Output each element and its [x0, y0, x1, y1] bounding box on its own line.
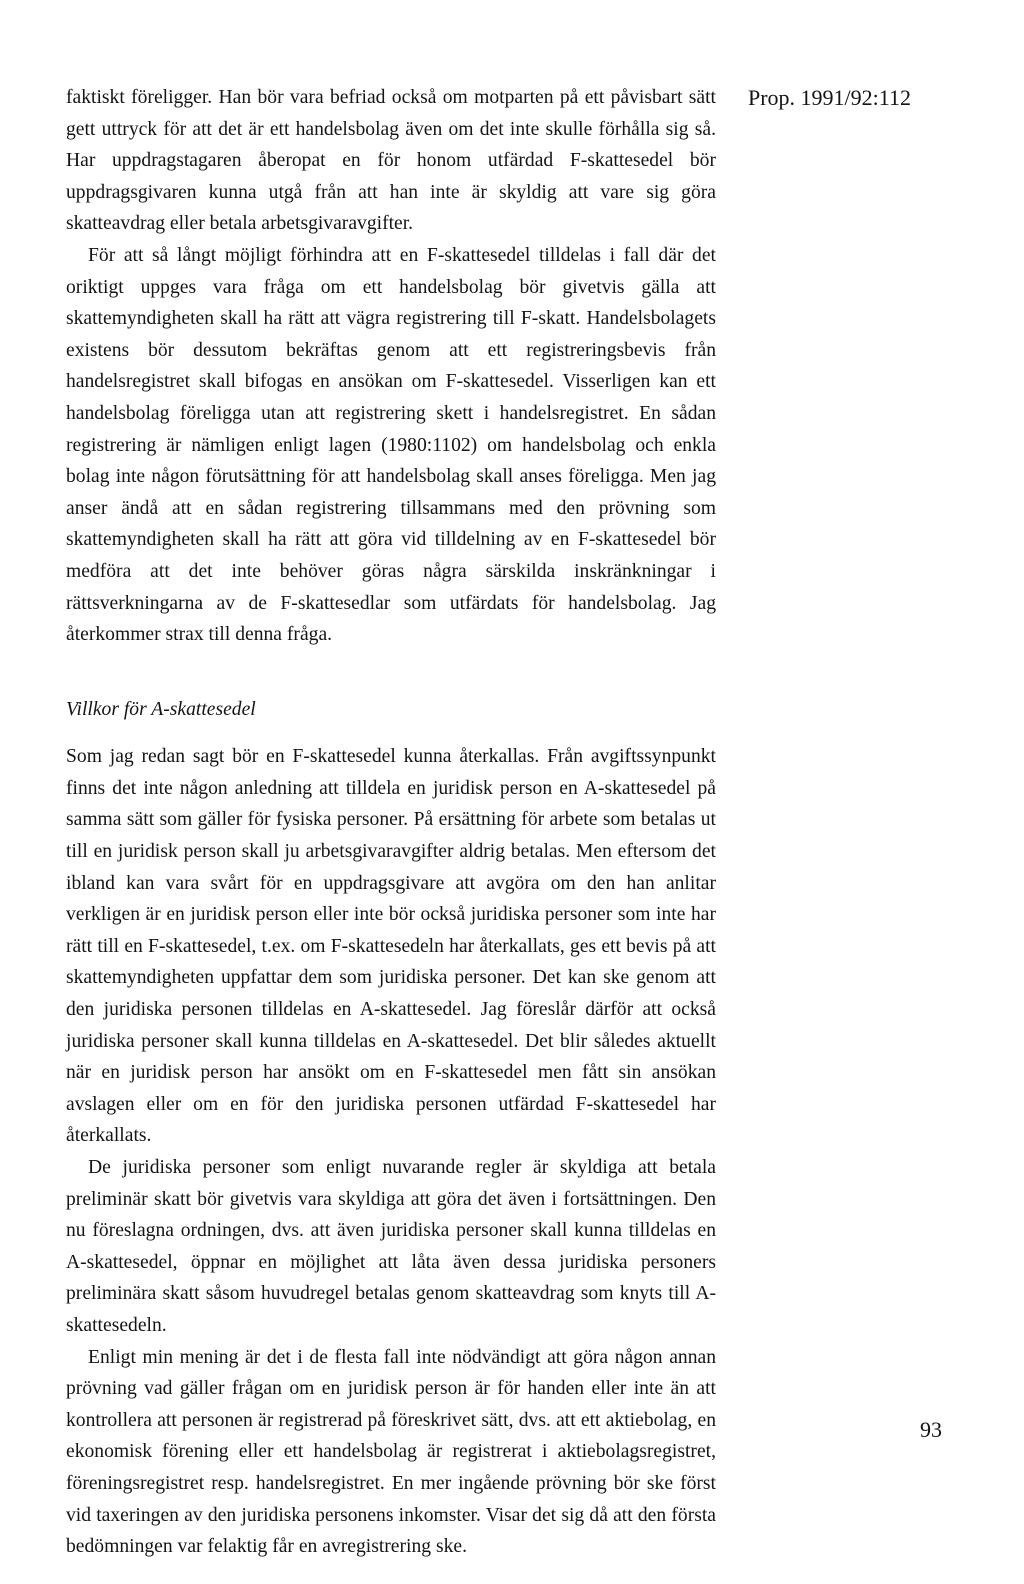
proposition-reference: Prop. 1991/92:112: [748, 85, 911, 110]
main-text-column: [66, 82, 716, 1563]
body-paragraph: Enligt min mening är det i de flesta fall inte nödvändigt att göra någon annan prövning vad gäller frågan om en juridisk person är för handen eller inte än att kontrollera att personen är registrerad på föreskrivet sätt, dvs. att ett aktiebolag, en ekonomisk förening eller ett handelsbolag är registrerat i aktiebolagsregistret, föreningsregistret resp. handelsregistret. En mer ingående prövning bör ske först vid taxeringen av den juridiska personens inkomster. Visar det sig då att den första bedömningen var felaktig får en avregistrering ske.: [66, 1346, 716, 1558]
body-paragraph: De juridiska personer som enligt nuvarande regler är skyldiga att betala preliminär skatt bör givetvis vara skyldiga att göra det även i fortsättningen. Den nu föreslagna ordningen, dvs. att även juridiska personer skall kunna tilldelas en A-skattesedel, öppnar en möjlighet att låta även dessa juridiska personers preliminära skatt såsom huvudregel betalas genom skatteavdrag som knyts till A-skattesedeln.: [66, 1157, 716, 1336]
body-paragraph: För att så långt möjligt förhindra att en F-skattesedel tilldelas i fall där det oriktigt uppges vara fråga om ett handelsbolag bör givetvis gälla att skattemyndigheten skall ha rätt att vägra registrering till F-skatt. Handelsbolagets existens bör dessutom bekräftas genom att ett registreringsbevis från handelsregistret skall bifogas en ansökan om F-skattesedel. Visserligen kan ett handelsbolag föreligga utan att registrering skett i handelsregistret. En sådan registrering är nämligen enligt lagen (1980:1102) om handelsbolag och enkla bolag inte någon förutsättning för att handelsbolag skall anses föreligga. Men jag anser ändå att en sådan registrering tillsammans med den prövning som skattemyndigheten skall ha rätt att göra vid tilldelning av en F-skattesedel bör medföra att det inte behöver göras några särskilda inskränkningar i rättsverkningarna av de F-skattesedlar som utfärdats för handelsbolag. Jag återkommer strax till denna fråga.: [66, 244, 716, 646]
body-paragraph: Som jag redan sagt bör en F-skattesedel kunna återkallas. Från avgiftssynpunkt finns det inte någon anledning att tilldela en juridisk person en A-skattesedel på samma sätt som gäller för fysiska personer. På ersättning för arbete som betalas ut till en juridisk person skall ju arbetsgivaravgifter aldrig betalas. Men eftersom det ibland kan vara svårt för en uppdragsgivare att avgöra om den han anlitar verkligen är en juridisk person eller inte bör också juridiska personer som inte har rätt till en F-skattesedel, t.ex. om F-skattesedeln har återkallats, ges ett bevis på att skattemyndigheten uppfattar dem som juridiska personer. Det kan ske genom att den juridiska personen tilldelas en A-skattesedel. Jag föreslår därför att också juridiska personer skall kunna tilldelas en A-skattesedel. Det blir således aktuellt när en juridisk person har ansökt om en F-skattesedel men fått sin ansökan avslagen eller om en för den juridiska personen utfärdad F-skattesedel har återkallats.: [66, 746, 716, 1147]
section-heading: Villkor för A-skattesedel: [66, 698, 256, 720]
body-paragraph-continued: faktiskt föreligger. Han bör vara befriad också om motparten på ett påvisbart sätt gett uttryck för att det är ett handelsbolag även om det inte skulle förhålla sig så. Har uppdragstagaren åberopat en för honom utfärdad F-skattesedel bör uppdragsgivaren kunna utgå från att han inte är skyldig att vare sig göra skatteavdrag eller betala arbetsgivaravgifter.: [66, 87, 716, 235]
page-number: 93: [920, 1417, 942, 1442]
